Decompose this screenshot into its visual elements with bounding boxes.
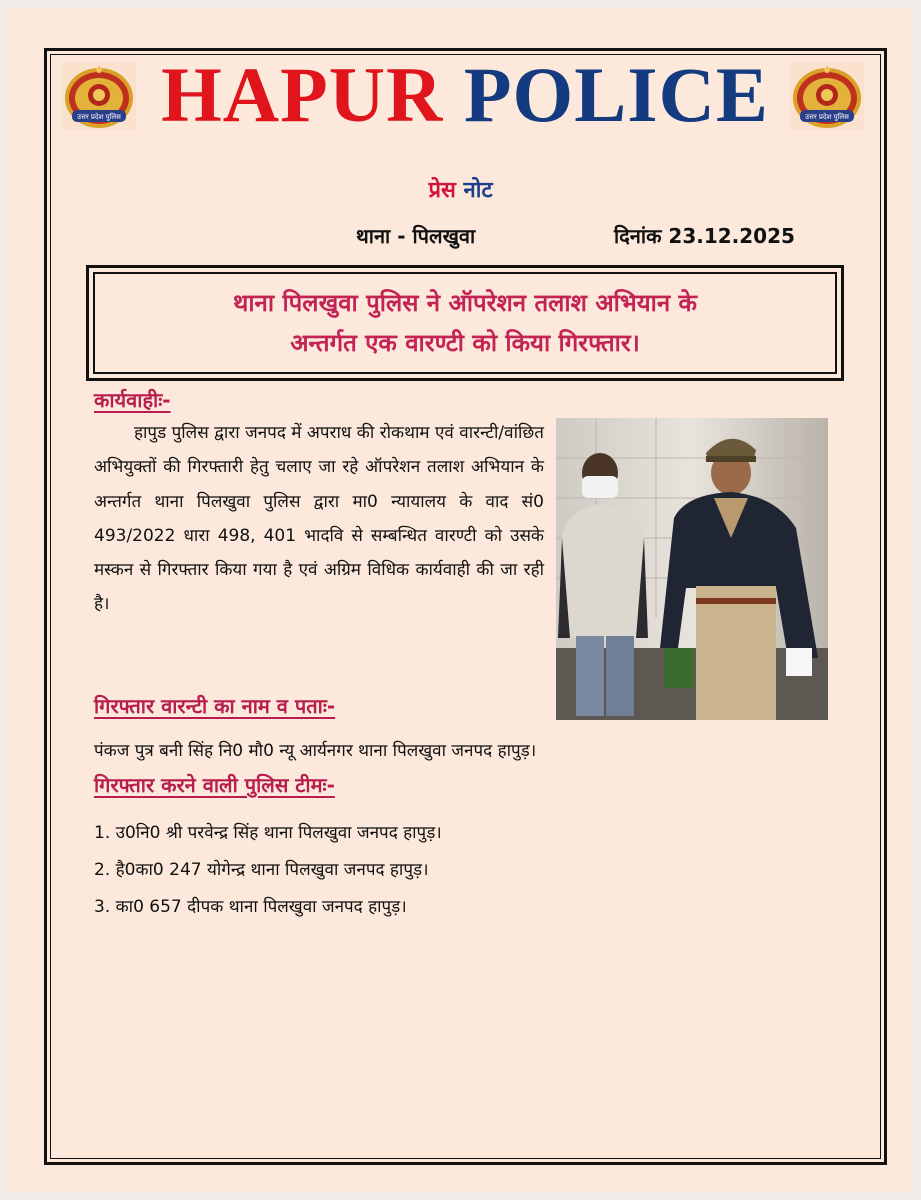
headline-line-1: थाना पिलखुवा पुलिस ने ऑपरेशन तलाश अभियान के (233, 289, 697, 317)
press-note-title: प्रेस नोट (428, 178, 493, 203)
svg-text:उत्तर प्रदेश पुलिस: उत्तर प्रदेश पुलिस (805, 113, 849, 121)
team-member-2: 2. है0का0 247 योगेन्द्र थाना पिलखुवा जनपद हापुड़। (94, 860, 429, 880)
masthead-police: POLICE (463, 51, 769, 138)
press-date: दिनांक 23.12.2025 (614, 224, 795, 248)
action-heading: कार्यवाहीः- (94, 388, 171, 412)
masthead-hapur: HAPUR (161, 51, 444, 138)
press-note-page (8, 8, 913, 1192)
action-paragraph: हापुड पुलिस द्वारा जनपद में अपराध की रोकथाम एवं वारन्टी/वांछित अभियुक्तों की गिरफ्तारी हेतु चलाए जा रहे ऑपरेशन तलाश अभियान के अन्तर्गत थाना पिलखुवा पुलिस द्वारा मा0 न्यायालय के वाद सं0 493/2022 धारा 498, 401 भादवि से सम्बन्धित वारण्टी को उसके मस्कन से गिरफ्तार किया गया है एवं अग्रिम विधिक कार्यवाही की जा रही है। (94, 423, 544, 615)
headline-box (86, 265, 844, 381)
arrestee-details: पंकज पुत्र बनी सिंह नि0 मौ0 न्यू आर्यनगर थाना पिलखुवा जनपद हापुड़। (94, 741, 537, 761)
arrestee-heading: गिरफ्तार वारन्टी का नाम व पताः- (94, 694, 336, 718)
arrest-photo (556, 418, 828, 720)
up-police-emblem-icon (790, 62, 864, 130)
masthead-title (140, 52, 790, 138)
up-police-emblem-icon (62, 62, 136, 130)
team-member-1: 1. उ0नि0 श्री परवेन्द्र सिंह थाना पिलखुवा जनपद हापुड़। (94, 823, 442, 843)
headline-line-2: अन्तर्गत एक वारण्टी को किया गिरफ्तार। (290, 329, 640, 357)
team-heading: गिरफ्तार करने वाली पुलिस टीमः- (94, 773, 335, 797)
svg-text:उत्तर प्रदेश पुलिस: उत्तर प्रदेश पुलिस (77, 113, 121, 121)
team-member-3: 3. का0 657 दीपक थाना पिलखुवा जनपद हापुड़। (94, 897, 407, 917)
station-name: थाना - पिलखुवा (356, 224, 476, 248)
